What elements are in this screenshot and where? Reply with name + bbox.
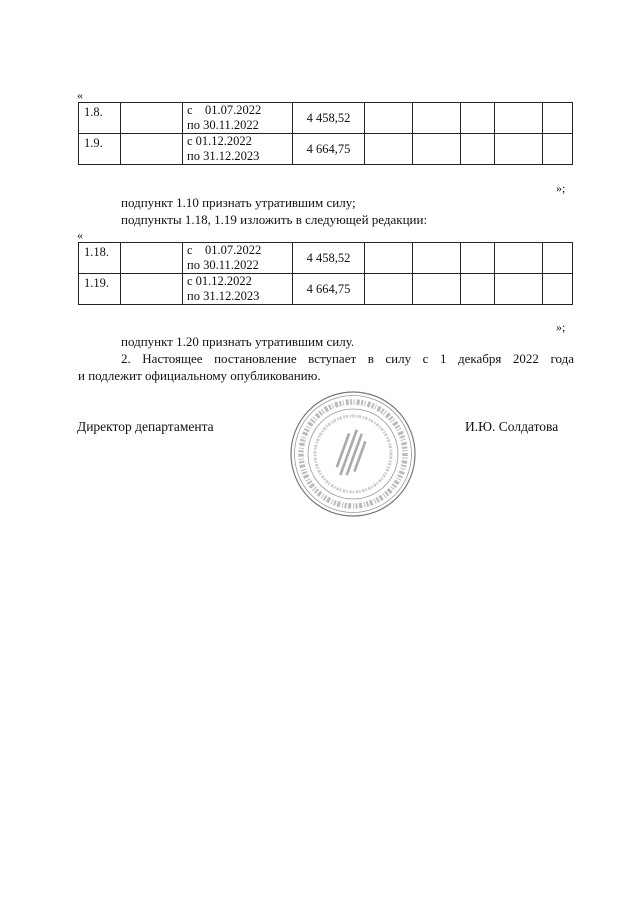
paragraph-1-10: подпункт 1.10 признать утратившим силу; <box>121 195 356 210</box>
empty-cell <box>543 103 573 134</box>
empty-cell <box>461 134 495 165</box>
period-to: по 30.11.2022 <box>187 118 259 132</box>
table-row <box>79 274 573 305</box>
empty-cell <box>461 274 495 305</box>
empty-cell <box>121 134 183 165</box>
period-cell <box>183 134 293 165</box>
paragraph-1-20: подпункт 1.20 признать утратившим силу. <box>121 334 355 349</box>
empty-cell <box>543 243 573 274</box>
empty-cell <box>121 103 183 134</box>
row-number: 1.8. <box>79 103 121 134</box>
amount-cell: 4 458,52 <box>293 243 365 274</box>
rates-table-2 <box>78 242 573 305</box>
period-to: по 31.12.2023 <box>187 289 260 303</box>
paragraph-1-18-1-19: подпункты 1.18, 1.19 изложить в следующей редакции: <box>121 212 428 227</box>
empty-cell <box>121 243 183 274</box>
period-from: с 01.12.2022 <box>187 274 252 288</box>
closing-quote: »; <box>556 181 566 195</box>
period-to: по 30.11.2022 <box>187 258 259 272</box>
period-from: с 01.07.2022 <box>187 243 262 257</box>
empty-cell <box>365 243 413 274</box>
table-row <box>79 134 573 165</box>
period-to: по 31.12.2023 <box>187 149 260 163</box>
amount-cell: 4 664,75 <box>293 134 365 165</box>
empty-cell <box>461 243 495 274</box>
empty-cell <box>543 274 573 305</box>
period-from: с 01.07.2022 <box>187 103 262 117</box>
empty-cell <box>365 103 413 134</box>
row-number: 1.9. <box>79 134 121 165</box>
closing-quote: »; <box>556 320 566 334</box>
period-cell <box>183 274 293 305</box>
opening-quote: « <box>77 88 83 102</box>
empty-cell <box>121 274 183 305</box>
empty-cell <box>495 243 543 274</box>
row-number: 1.19. <box>79 274 121 305</box>
table-row <box>79 103 573 134</box>
empty-cell <box>461 103 495 134</box>
empty-cell <box>365 134 413 165</box>
empty-cell <box>413 274 461 305</box>
amount-cell: 4 458,52 <box>293 103 365 134</box>
row-number: 1.18. <box>79 243 121 274</box>
official-seal-icon <box>289 390 417 518</box>
paragraph-2-line-2: и подлежит официальному опубликованию. <box>78 368 321 383</box>
period-cell <box>183 103 293 134</box>
amount-cell: 4 664,75 <box>293 274 365 305</box>
empty-cell <box>413 103 461 134</box>
empty-cell <box>495 274 543 305</box>
table-row <box>79 243 573 274</box>
period-cell <box>183 243 293 274</box>
empty-cell <box>413 134 461 165</box>
empty-cell <box>543 134 573 165</box>
empty-cell <box>495 134 543 165</box>
paragraph-2-line-1: 2. Настоящее постановление вступает в силу с 1 декабря 2022 года <box>121 351 574 366</box>
empty-cell <box>495 103 543 134</box>
opening-quote: « <box>77 228 83 242</box>
rates-table-1 <box>78 102 573 165</box>
empty-cell <box>365 274 413 305</box>
signatory-name: И.Ю. Солдатова <box>465 419 559 434</box>
signatory-title: Директор департамента <box>77 419 214 434</box>
empty-cell <box>413 243 461 274</box>
period-from: с 01.12.2022 <box>187 134 252 148</box>
